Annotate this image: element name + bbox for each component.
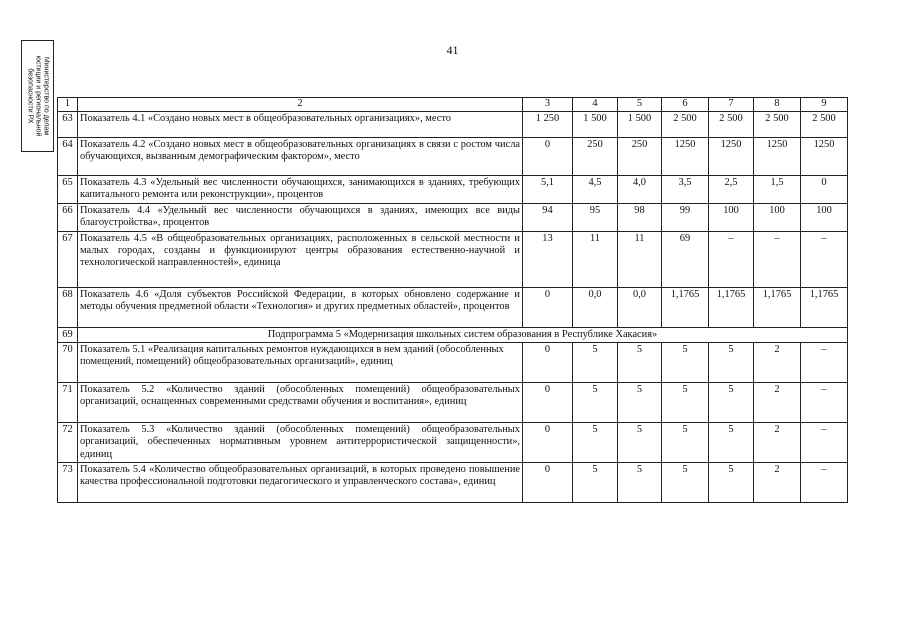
value-cell: 0 [523, 423, 573, 463]
row-number: 64 [58, 138, 78, 176]
value-cell: 0,0 [618, 288, 662, 328]
header-cell: 8 [754, 98, 801, 112]
value-cell: 5 [573, 463, 618, 503]
row-number: 69 [58, 328, 78, 343]
table-row [58, 343, 848, 383]
value-cell: 5 [662, 463, 709, 503]
row-number: 68 [58, 288, 78, 328]
value-cell: 94 [523, 204, 573, 232]
value-cell: 2 [754, 343, 801, 383]
value-cell: 5 [709, 463, 754, 503]
row-number: 72 [58, 423, 78, 463]
indicator-text: Показатель 5.3 «Количество зданий (обособленных помещений) общеобразовательных организаций, обеспеченных нормативным уровнем антитеррористической защищенности», единиц [78, 423, 523, 463]
value-cell: 1 500 [618, 112, 662, 138]
table-row [58, 176, 848, 204]
indicator-text: Показатель 5.2 «Количество зданий (обособленных помещений) общеобразовательных организаций, оснащенных современными средствами обучения и воспитания», единиц [78, 383, 523, 423]
indicators-table [57, 97, 848, 503]
header-cell: 6 [662, 98, 709, 112]
header-cell: 4 [573, 98, 618, 112]
value-cell: – [801, 423, 848, 463]
stamp-line: юстиции и региональной [34, 55, 42, 137]
ministry-stamp [21, 40, 54, 152]
value-cell: – [801, 463, 848, 503]
header-cell: 7 [709, 98, 754, 112]
value-cell: 5 [618, 383, 662, 423]
row-number: 67 [58, 232, 78, 288]
value-cell: 5,1 [523, 176, 573, 204]
value-cell: 2 500 [754, 112, 801, 138]
value-cell: 1 500 [573, 112, 618, 138]
row-number: 73 [58, 463, 78, 503]
value-cell: 2 [754, 383, 801, 423]
value-cell: 1,1765 [801, 288, 848, 328]
header-cell: 3 [523, 98, 573, 112]
value-cell: 13 [523, 232, 573, 288]
value-cell: 1250 [662, 138, 709, 176]
value-cell: – [801, 232, 848, 288]
value-cell: 100 [801, 204, 848, 232]
table-row [58, 463, 848, 503]
value-cell: 1 250 [523, 112, 573, 138]
value-cell: 100 [709, 204, 754, 232]
value-cell: 0 [801, 176, 848, 204]
table-row [58, 288, 848, 328]
table-row [58, 138, 848, 176]
value-cell: 1,1765 [662, 288, 709, 328]
value-cell: 99 [662, 204, 709, 232]
value-cell: 0 [523, 343, 573, 383]
value-cell: 5 [573, 423, 618, 463]
header-row [58, 98, 848, 112]
header-cell: 1 [58, 98, 78, 112]
value-cell: 2 500 [709, 112, 754, 138]
value-cell: 0,0 [573, 288, 618, 328]
value-cell: 2 500 [801, 112, 848, 138]
value-cell: 3,5 [662, 176, 709, 204]
value-cell: – [754, 232, 801, 288]
stamp-line: Министерство по делам [42, 56, 50, 136]
value-cell: 5 [662, 383, 709, 423]
value-cell: 11 [573, 232, 618, 288]
value-cell: 95 [573, 204, 618, 232]
page-number: 41 [446, 43, 459, 57]
indicator-text: Показатель 4.3 «Удельный вес численности обучающихся, занимающихся в зданиях, требующих капитального ремонта или реконструкции», процентов [78, 176, 523, 204]
value-cell: 69 [662, 232, 709, 288]
value-cell: 1,1765 [754, 288, 801, 328]
value-cell: 4,5 [573, 176, 618, 204]
value-cell: 0 [523, 138, 573, 176]
value-cell: 1,1765 [709, 288, 754, 328]
stamp-text [26, 56, 50, 137]
value-cell: 2 [754, 463, 801, 503]
value-cell: – [709, 232, 754, 288]
value-cell: 5 [573, 383, 618, 423]
indicator-text: Показатель 4.5 «В общеобразовательных организациях, расположенных в сельской местности и малых городах, созданы и функционируют центры образования естественно-научной и технологической направленностей», единица [78, 232, 523, 288]
value-cell: 5 [662, 423, 709, 463]
value-cell: 0 [523, 288, 573, 328]
value-cell: 1250 [709, 138, 754, 176]
value-cell: 1250 [801, 138, 848, 176]
stamp-line: безопасности РХ [26, 68, 34, 124]
header-cell: 5 [618, 98, 662, 112]
row-number: 63 [58, 112, 78, 138]
table-row [58, 383, 848, 423]
row-number: 71 [58, 383, 78, 423]
value-cell: 1250 [754, 138, 801, 176]
value-cell: 5 [662, 343, 709, 383]
value-cell: 5 [618, 463, 662, 503]
row-number: 70 [58, 343, 78, 383]
value-cell: 98 [618, 204, 662, 232]
indicator-text: Показатель 4.2 «Создано новых мест в общеобразовательных организациях в связи с ростом числа обучающихся, вызванным демографическим фактором», место [78, 138, 523, 176]
value-cell: 2,5 [709, 176, 754, 204]
value-cell: 5 [709, 383, 754, 423]
header-cell: 2 [78, 98, 523, 112]
table-row [58, 204, 848, 232]
value-cell: – [801, 343, 848, 383]
section-title: Подпрограмма 5 «Модернизация школьных систем образования в Республике Хакасия» [78, 328, 848, 343]
header-cell: 9 [801, 98, 848, 112]
value-cell: 5 [573, 343, 618, 383]
value-cell: 2 500 [662, 112, 709, 138]
value-cell: 1,5 [754, 176, 801, 204]
value-cell: 5 [618, 343, 662, 383]
row-number: 65 [58, 176, 78, 204]
value-cell: 5 [709, 343, 754, 383]
table-row [58, 423, 848, 463]
value-cell: – [801, 383, 848, 423]
row-number: 66 [58, 204, 78, 232]
indicator-text: Показатель 4.1 «Создано новых мест в общеобразовательных организациях», место [78, 112, 523, 138]
value-cell: 100 [754, 204, 801, 232]
indicator-text: Показатель 4.4 «Удельный вес численности обучающихся в зданиях, имеющих все виды благоустройства», процентов [78, 204, 523, 232]
indicator-text: Показатель 5.4 «Количество общеобразовательных организаций, в которых проведено повышение качества профессиональной подготовки педагогического и управленческого состава», единиц [78, 463, 523, 503]
indicator-text: Показатель 4.6 «Доля субъектов Российской Федерации, в которых обновлено содержание и методы обучения предметной области «Технология» и других предметных областей», процентов [78, 288, 523, 328]
indicator-text: Показатель 5.1 «Реализация капитальных ремонтов нуждающихся в нем зданий (обособленных помещений, помещений) общеобразовательных организаций», единиц [78, 343, 523, 383]
table-row [58, 232, 848, 288]
value-cell: 2 [754, 423, 801, 463]
value-cell: 5 [618, 423, 662, 463]
value-cell: 250 [618, 138, 662, 176]
value-cell: 11 [618, 232, 662, 288]
value-cell: 250 [573, 138, 618, 176]
value-cell: 5 [709, 423, 754, 463]
section-row [58, 328, 848, 343]
value-cell: 0 [523, 463, 573, 503]
value-cell: 0 [523, 383, 573, 423]
value-cell: 4,0 [618, 176, 662, 204]
table-row [58, 112, 848, 138]
